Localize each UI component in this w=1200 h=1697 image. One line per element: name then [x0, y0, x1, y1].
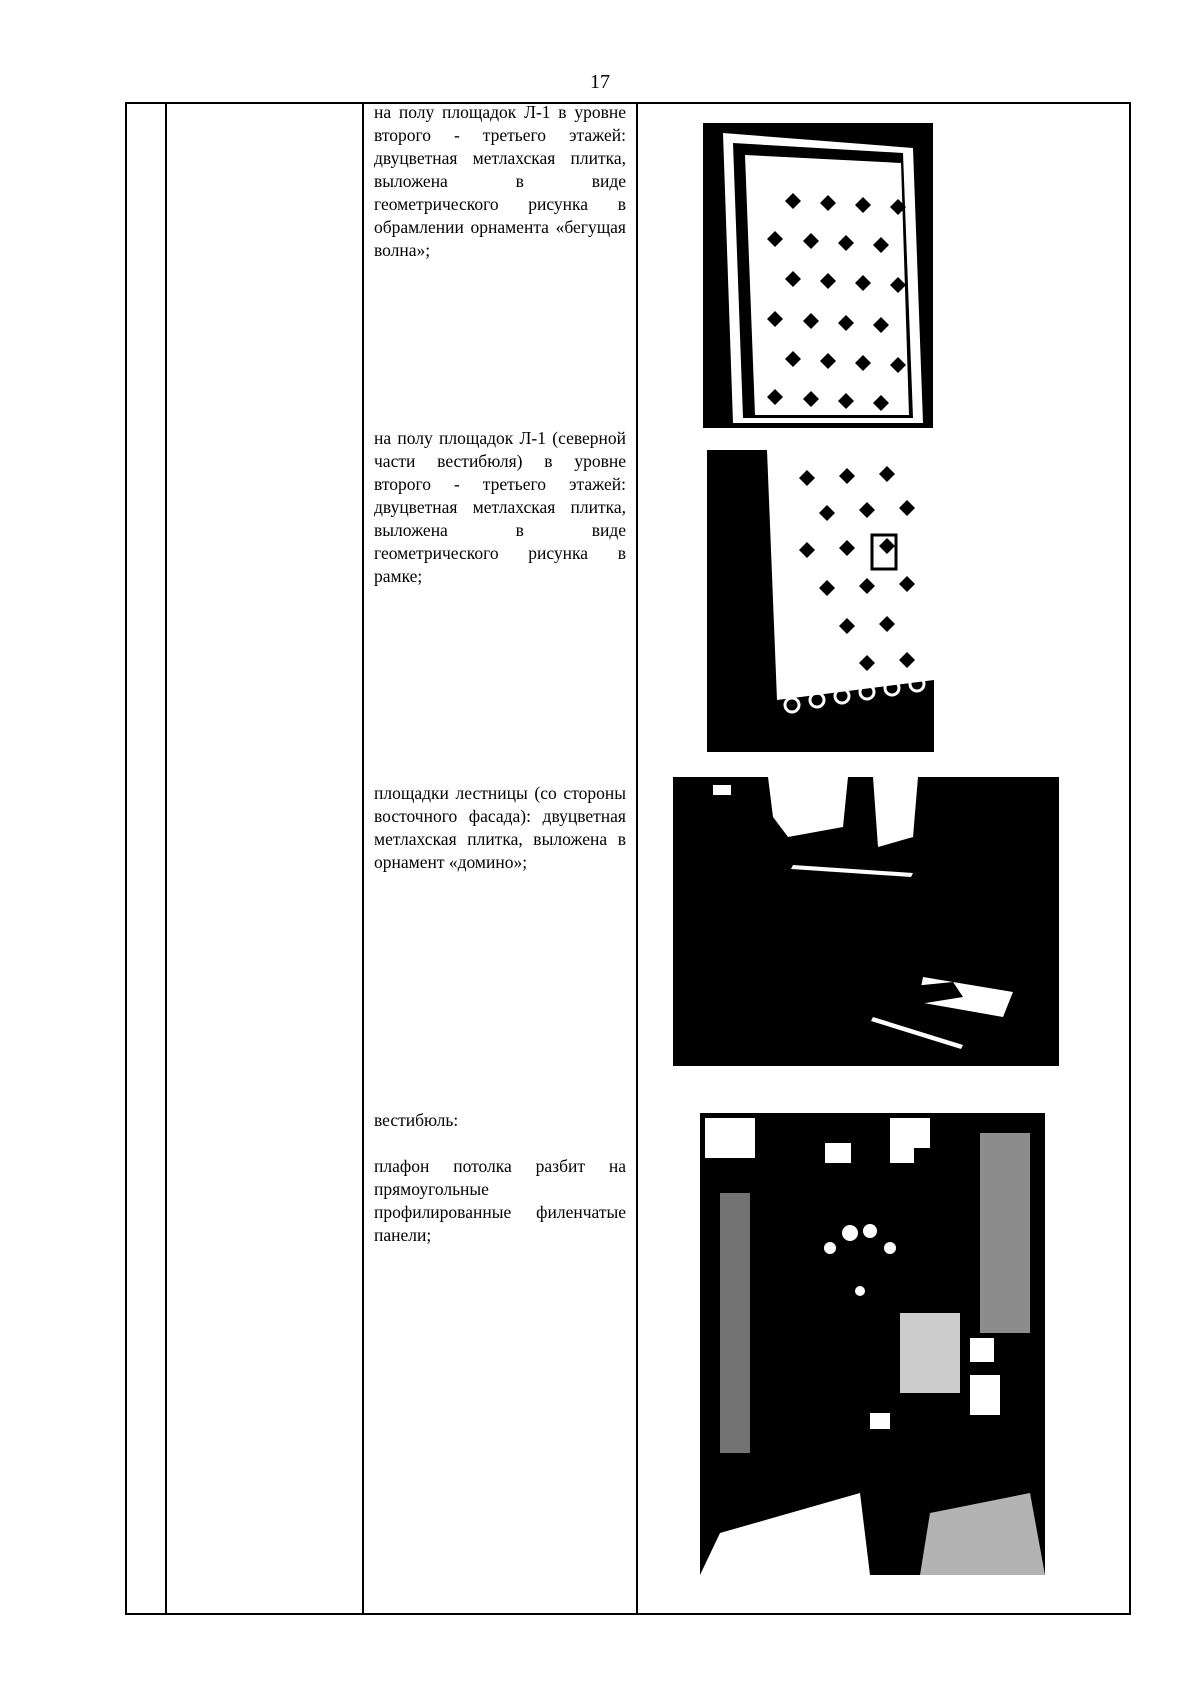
column-divider	[165, 102, 167, 1615]
entry-4-text: плафон потолка разбит на прямоугольные профилированные филенчатые панели;	[374, 1156, 626, 1245]
page-number: 17	[590, 71, 610, 93]
photo-floor-tiles-framed	[707, 450, 934, 752]
photo-stair-landing	[673, 777, 1059, 1066]
column-divider	[362, 102, 364, 1615]
entry-2-text: на полу площадок Л-1 (северной части вестибюля) в уровне второго - третьего этажей: двуцветная метлахская плитка, выложена в виде геометрического рисунка в рамке;	[374, 428, 626, 586]
photo-floor-tiles-wave-border	[703, 123, 933, 428]
entry-4-heading: вестибюль:	[374, 1110, 459, 1130]
entry-1-text: на полу площадок Л-1 в уровне второго - третьего этажей: двуцветная метлахская плитка, выложена в виде геометрического рисунка в обрамлении орнамента «бегущая волна»;	[374, 102, 626, 260]
photo-vestibule-ceiling	[700, 1113, 1045, 1575]
column-divider	[636, 102, 638, 1615]
entry-3-text: площадки лестницы (со стороны восточного фасада): двуцветная метлахская плитка, выложена в орнамент «домино»;	[374, 783, 626, 872]
